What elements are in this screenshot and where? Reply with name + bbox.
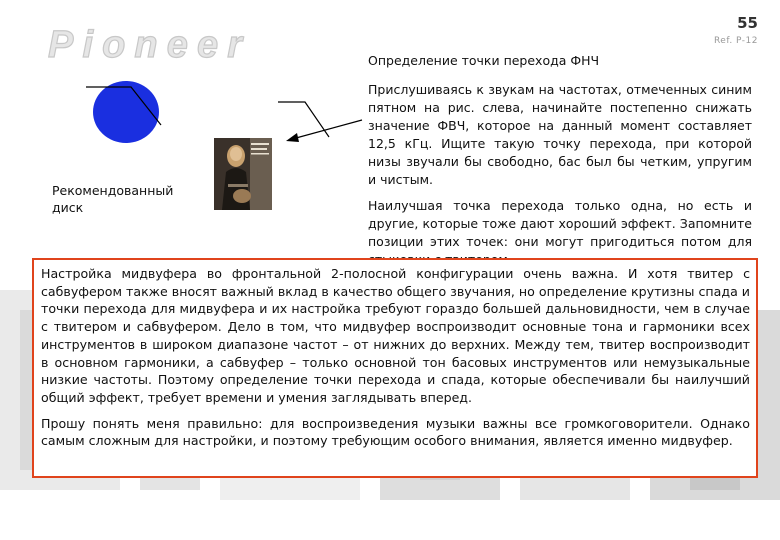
highlight-box (32, 258, 758, 478)
direction-arrow-shaft (296, 120, 362, 138)
frequency-blob (93, 81, 159, 143)
recommended-disc-label: Рекомендованный диск (52, 183, 174, 215)
right-paragraph-1: Прислушиваясь к звукам на частотах, отмеченных синим пятном на рис. слева, начинайте постепенно снижать значение ФВЧ, которое на данный момент составляет 12,5 кГц. Ищите такую точку перехода, при которой низы звучали бы свободно, бас был бы четким, упругим и чистым. (368, 82, 752, 187)
brand-wordmark: Pioneer (48, 24, 242, 64)
right-column (368, 52, 752, 277)
box-paragraph-2: Прошу понять меня правильно: для воспроизведения музыки важны все громкоговорители. Однако самым сложным для настройки, и поэтому требующим особого внимания, является именно мидвуфер. (41, 415, 750, 449)
reference-code: Ref. P-12 (713, 36, 758, 46)
lpf-curve (278, 102, 329, 137)
direction-arrow-head (286, 133, 299, 142)
album-cover (214, 138, 272, 210)
right-paragraph-2: Наилучшая точка перехода только одна, но есть и другие, которые тоже дают хороший эффект. Запомните позиции этих точек: они могут пригодиться потом для (368, 198, 752, 249)
pioneer-logo (46, 24, 246, 64)
box-paragraph-1: Настройка мидвуфера во фронтальной 2-полосной конфигурации очень важна. И хотя твитер с сабвуфером также вносят важный вклад в качество общего звучания, но определение крутизны спада и точки перехода для мидвуфера и их настройка требуют гораздо большей дальновидности, чем в случае с твитером и сабвуфером. Дело в том, что мидвуфер воспроизводит основные тона и гармоники всех инструментов в широком диапазоне частот – от нижних до верхних. Между тем, твитер воспроизводит в основном гармоники, а сабвуфер – только основной тон басовых инструментов или немузыкальные низкие частоты. Поэтому определение точки перехода и спада, которые обеспечивали бы наилучший общий эффект, требует времени и умения заглядывать вперед. (41, 266, 750, 405)
page-number: 55 (737, 14, 758, 32)
section-heading: Определение точки перехода ФНЧ (368, 53, 600, 68)
